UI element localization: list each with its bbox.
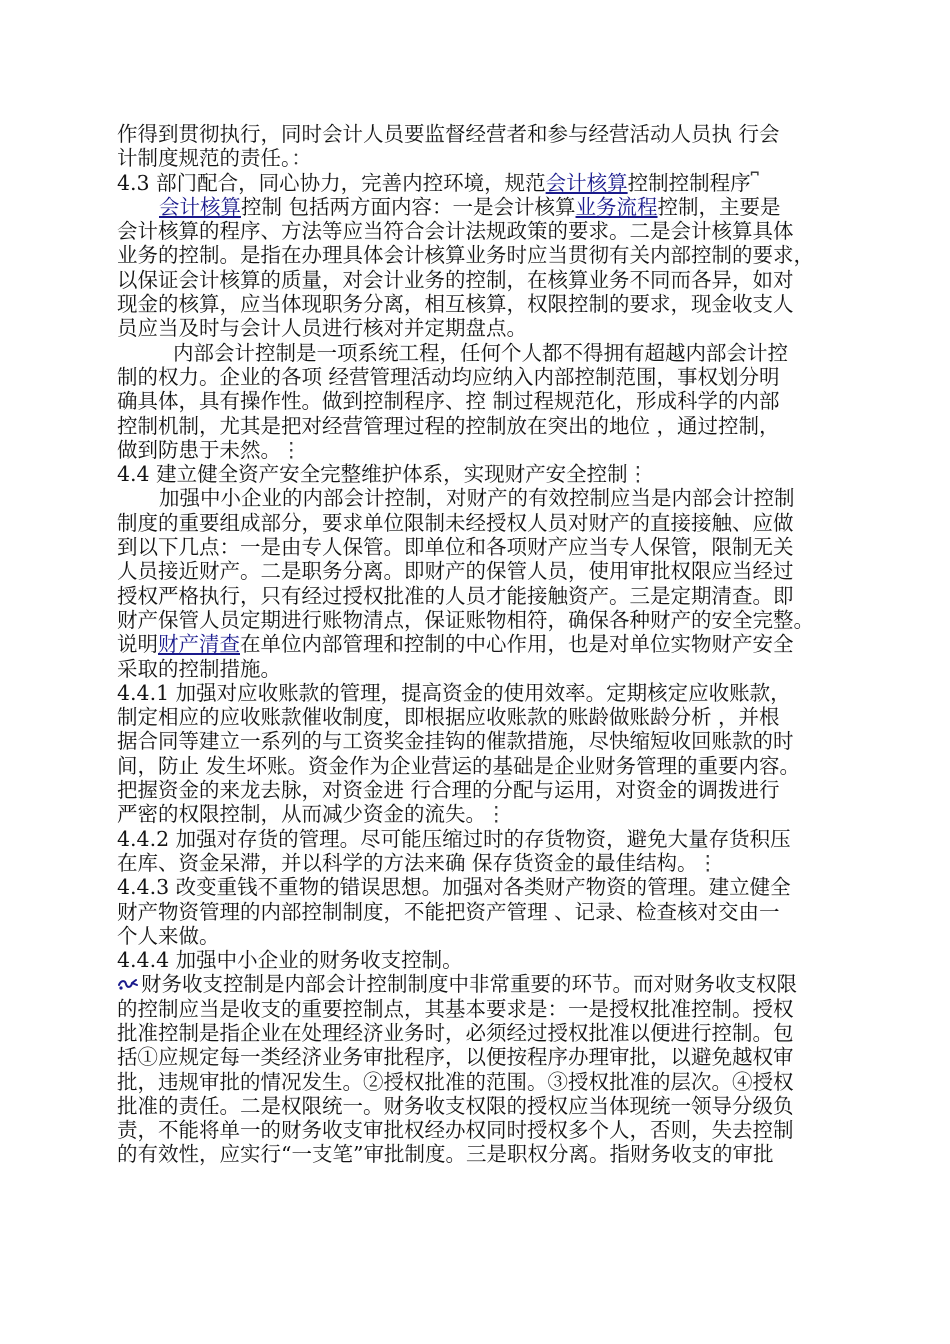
text-line: 现金的核算，应当体现职务分离，相互核算，权限控制的要求，现金收支人 xyxy=(117,292,794,317)
text-line: 据合同等建立一系列的与工资奖金挂钩的催款措施，尽快缩短收回账款的时 xyxy=(117,729,794,754)
text-line: 加强中小企业的内部会计控制，对财产的有效控制应当是内部会计控制 xyxy=(159,486,795,511)
text-line: 作得到贯彻执行，同时会计人员要监督经营者和参与经营活动人员执 行会 xyxy=(117,122,780,146)
paragraph-mark-icon: ⋮ xyxy=(697,850,719,875)
text-line: 把握资金的来龙去脉，对资金进 行合理的分配与运用，对资金的调拨进行 xyxy=(117,778,780,803)
text-line: 确具体，具有操作性。做到控制程序、控 制过程规范化，形成科学的内部 xyxy=(117,389,780,414)
text-line: 做到防患于未然。⋮ xyxy=(117,437,302,462)
link-accounting-2[interactable]: 会计核算 xyxy=(159,194,241,219)
text-line: 括①应规定每一类经济业务审批程序，以便按程序办理审批，以避免越权审 xyxy=(117,1045,794,1070)
text-line: 制的权力。企业的各项 经营管理活动均应纳入内部控制范围，事权划分明 xyxy=(117,364,780,389)
section-heading-4-4-2: 4.4.2 加强对存货的管理。尽可能压缩过时的存货物资，避免大量存货积压 xyxy=(117,826,791,851)
text-line: 人员接近财产。二是职务分离。即财产的保管人员，使用审批权限应当经过 xyxy=(117,559,794,584)
text-line: 的控制应当是收支的重要控制点，其基本要求是：一是授权批准控制。授权 xyxy=(117,996,794,1021)
text-line: 员应当及时与会计人员进行核对并定期盘点。 xyxy=(117,316,527,341)
text-line: 计制度规范的责任。： xyxy=(117,146,312,171)
text-line: 在库、资金呆滞，并以科学的方法来确 保存货资金的最佳结构。⋮ xyxy=(117,850,719,875)
text-line: 采取的控制措施。 xyxy=(117,656,281,681)
section-heading-4-4-1: 4.4.1 加强对应收账款的管理，提高资金的使用效率。定期核定应收账款， xyxy=(117,680,791,705)
section-heading-4-3: 4.3 部门配合，同心协力，完善内控环境，规范会计核算控制控制程序⎴ xyxy=(117,170,759,195)
document-body xyxy=(117,122,877,1167)
paragraph-mark-icon: ⎴ xyxy=(750,170,759,195)
text-line: 财产保管人员定期进行账物清点，保证账物相符，确保各种财产的安全完整。 xyxy=(117,607,814,632)
text-line: 到以下几点：一是由专人保管。即单位和各项财产应当专人保管，限制无关 xyxy=(117,535,794,560)
link-accounting[interactable]: 会计核算 xyxy=(545,170,628,195)
paragraph-mark-icon: ： xyxy=(291,146,312,171)
anchor-bullet-icon xyxy=(117,976,139,992)
paragraph-mark-icon: ⋮ xyxy=(627,462,649,487)
text-line: 会计核算控制 包括两方面内容：一是会计核算业务流程控制，主要是 xyxy=(159,194,781,219)
section-heading-4-4: 4.4 建立健全资产安全完整维护体系，实现财产安全控制⋮ xyxy=(117,462,649,487)
text-line: 控制机制，尤其是把对经营管理过程的控制放在突出的地位 ，通过控制， xyxy=(117,413,780,438)
text-line: 间，防止 发生坏账。资金作为企业营运的基础是企业财务管理的重要内容。 xyxy=(117,753,801,778)
text-line: 授权严格执行，只有经过授权批准的人员才能接触资产。三是定期清查。即 xyxy=(117,583,794,608)
text-line: 严密的权限控制，从而减少资金的流失。⋮ xyxy=(117,802,507,827)
section-heading-4-4-3: 4.4.3 改变重钱不重物的错误思想。加强对各类财产物资的管理。建立健全 xyxy=(117,875,791,900)
text-line: 说明财产清查在单位内部管理和控制的中心作用，也是对单位实物财产安全 xyxy=(117,632,794,657)
text-line: 制定相应的应收账款催收制度，即根据应收账款的账龄做账龄分析 ，并根 xyxy=(117,705,780,730)
text-line: 内部会计控制是一项系统工程，任何个人都不得拥有超越内部会计控 xyxy=(173,340,788,365)
link-property-inventory[interactable]: 财产清查 xyxy=(158,632,240,657)
text-line: 的有效性，应实行“一支笔”审批制度。三是职权分离。指财务收支的审批 xyxy=(117,1142,774,1167)
text-line: 制度的重要组成部分，要求单位限制未经授权人员对财产的直接接触、应做 xyxy=(117,510,794,535)
text-line: 以保证会计核算的质量，对会计业务的控制，在核算业务不同而各异，如对 xyxy=(117,267,794,292)
text-line: 个人来做。 xyxy=(117,923,220,948)
section-heading-4-4-4: 4.4.4 加强中小企业的财务收支控制。 xyxy=(117,948,463,973)
paragraph-mark-icon: ⋮ xyxy=(486,802,507,827)
text-line: 财产物资管理的内部控制制度，不能把资产管理 、记录、检查核对交由一 xyxy=(117,899,780,924)
paragraph-mark-icon: ⋮ xyxy=(281,437,302,462)
text-line: 批，违规审批的情况发生。②授权批准的范围。③授权批准的层次。④授权 xyxy=(117,1069,794,1094)
text-line: 业务的控制。是指在办理具体会计核算业务时应当贯彻有关内部控制的要求， xyxy=(117,243,814,268)
text-line: 责，不能将单一的财务收支审批权经办权同时授权多个人，否则，失去控制 xyxy=(117,1118,794,1143)
text-line: 财务收支控制是内部会计控制制度中非常重要的环节。而对财务收支权限 xyxy=(117,972,877,996)
text-line: 会计核算的程序、方法等应当符合会计法规政策的要求。二是会计核算具体 xyxy=(117,219,794,244)
text-line: 批准的责任。二是权限统一。财务收支权限的授权应当体现统一领导分级负 xyxy=(117,1093,794,1118)
text-line: 批准控制是指企业在处理经济业务时，必须经过授权批准以便进行控制。包 xyxy=(117,1020,794,1045)
link-business-process[interactable]: 业务流程 xyxy=(575,194,658,219)
